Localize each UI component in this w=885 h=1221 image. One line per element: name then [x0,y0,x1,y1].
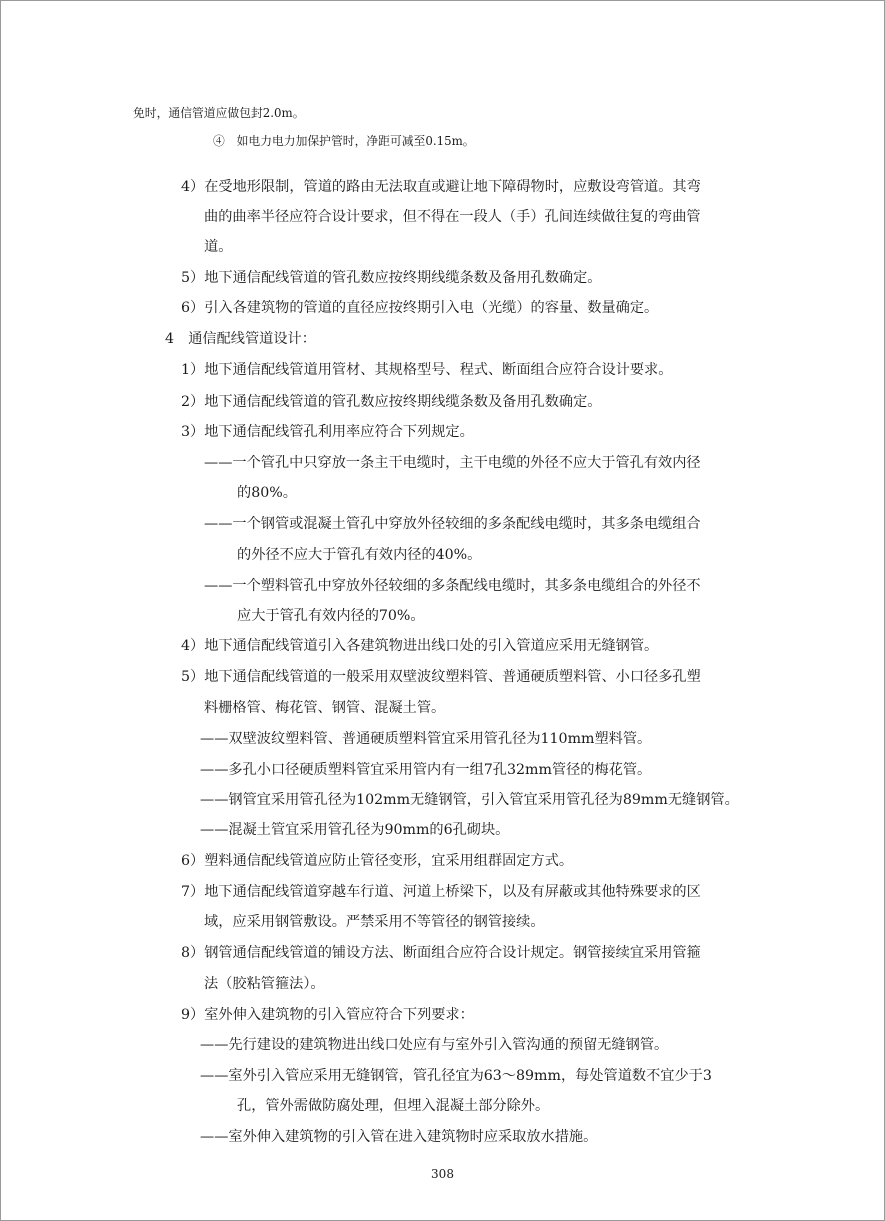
text-line: 道。 [204,239,233,255]
text-line: ——混凝土管宜采用管孔径为90mm的6孔砌块。 [200,822,510,838]
text-line: 5）地下通信配线管道的管孔数应按终期线缆条数及备用孔数确定。 [181,270,602,286]
text-line: 免时，通信管道应做包封2.0m。 [133,106,305,120]
text-line: 4）在受地形限制，管道的路由无法取直或避让地下障碍物时，应敷设弯管道。其弯 [181,179,701,195]
text-line: 域，应采用钢管敷设。严禁采用不等管径的钢管接续。 [204,914,545,930]
section-heading: 4 通信配线管道设计： [165,331,316,347]
text-line: 的外径不应大于管孔有效内径的40%。 [237,547,482,563]
text-line: 3）地下通信配线管孔利用率应符合下列规定。 [181,424,474,440]
text-line: 8）钢管通信配线管道的铺设方法、断面组合应符合设计规定。钢管接续宜采用管箍 [181,945,701,961]
text-line: 5）地下通信配线管道的一般采用双壁波纹塑料管、普通硬质塑料管、小口径多孔塑 [181,669,701,685]
text-line: ——钢管宜采用管孔径为102mm无缝钢管，引入管宜采用管孔径为89mm无缝钢管。 [200,792,739,808]
text-line: ——双壁波纹塑料管、普通硬质塑料管宜采用管孔径为110mm塑料管。 [200,731,652,747]
text-line: ——室外引入管应采用无缝钢管，管孔径宜为63～89mm，每处管道数不宜少于3 [200,1068,712,1084]
text-line: 6）引入各建筑物的管道的直径应按终期引入电（光缆）的容量、数量确定。 [181,300,659,316]
text-line: 曲的曲率半径应符合设计要求，但不得在一段人（手）孔间连续做往复的弯曲管 [204,209,701,225]
text-line: 法（胶粘管箍法）。 [204,976,325,992]
text-line: 7）地下通信配线管道穿越车行道、河道上桥梁下，以及有屏蔽或其他特殊要求的区 [181,884,701,900]
text-line: 料栅格管、梅花管、钢管、混凝土管。 [204,700,446,716]
text-line: 6）塑料通信配线管道应防止管径变形，宜采用组群固定方式。 [181,853,574,869]
text-line: 孔，管外需做防腐处理，但埋入混凝土部分除外。 [237,1098,550,1114]
text-line: ④ 如电力电力加保护管时，净距可减至0.15m。 [213,134,475,148]
text-line: ——一个塑料管孔中穿放外径较细的多条配线电缆时，其多条电缆组合的外径不 [204,578,701,594]
page-number: 308 [431,1167,454,1181]
text-line: 2）地下通信配线管道的管孔数应按终期线缆条数及备用孔数确定。 [181,394,602,410]
text-line: 1）地下通信配线管道用管材、其规格型号、程式、断面组合应符合设计要求。 [181,362,673,378]
text-line: 9）室外伸入建筑物的引入管应符合下列要求： [181,1007,474,1023]
text-line: 的80%。 [237,485,297,501]
text-line: ——一个管孔中只穿放一条主干电缆时，主干电缆的外径不应大于管孔有效内径 [204,455,701,471]
text-line: ——室外伸入建筑物的引入管在进入建筑物时应采取放水措施。 [200,1129,598,1145]
text-line: 4）地下通信配线管道引入各建筑物进出线口处的引入管道应采用无缝钢管。 [181,638,659,654]
text-line: ——一个钢管或混凝土管孔中穿放外径较细的多条配线电缆时，其多条电缆组合 [204,516,701,532]
text-line: ——先行建设的建筑物进出线口处应有与室外引入管沟通的预留无缝钢管。 [200,1037,669,1053]
text-line: ——多孔小口径硬质塑料管宜采用管内有一组7孔32mm管径的梅花管。 [200,762,652,778]
text-line: 应大于管孔有效内径的70%。 [237,608,425,624]
